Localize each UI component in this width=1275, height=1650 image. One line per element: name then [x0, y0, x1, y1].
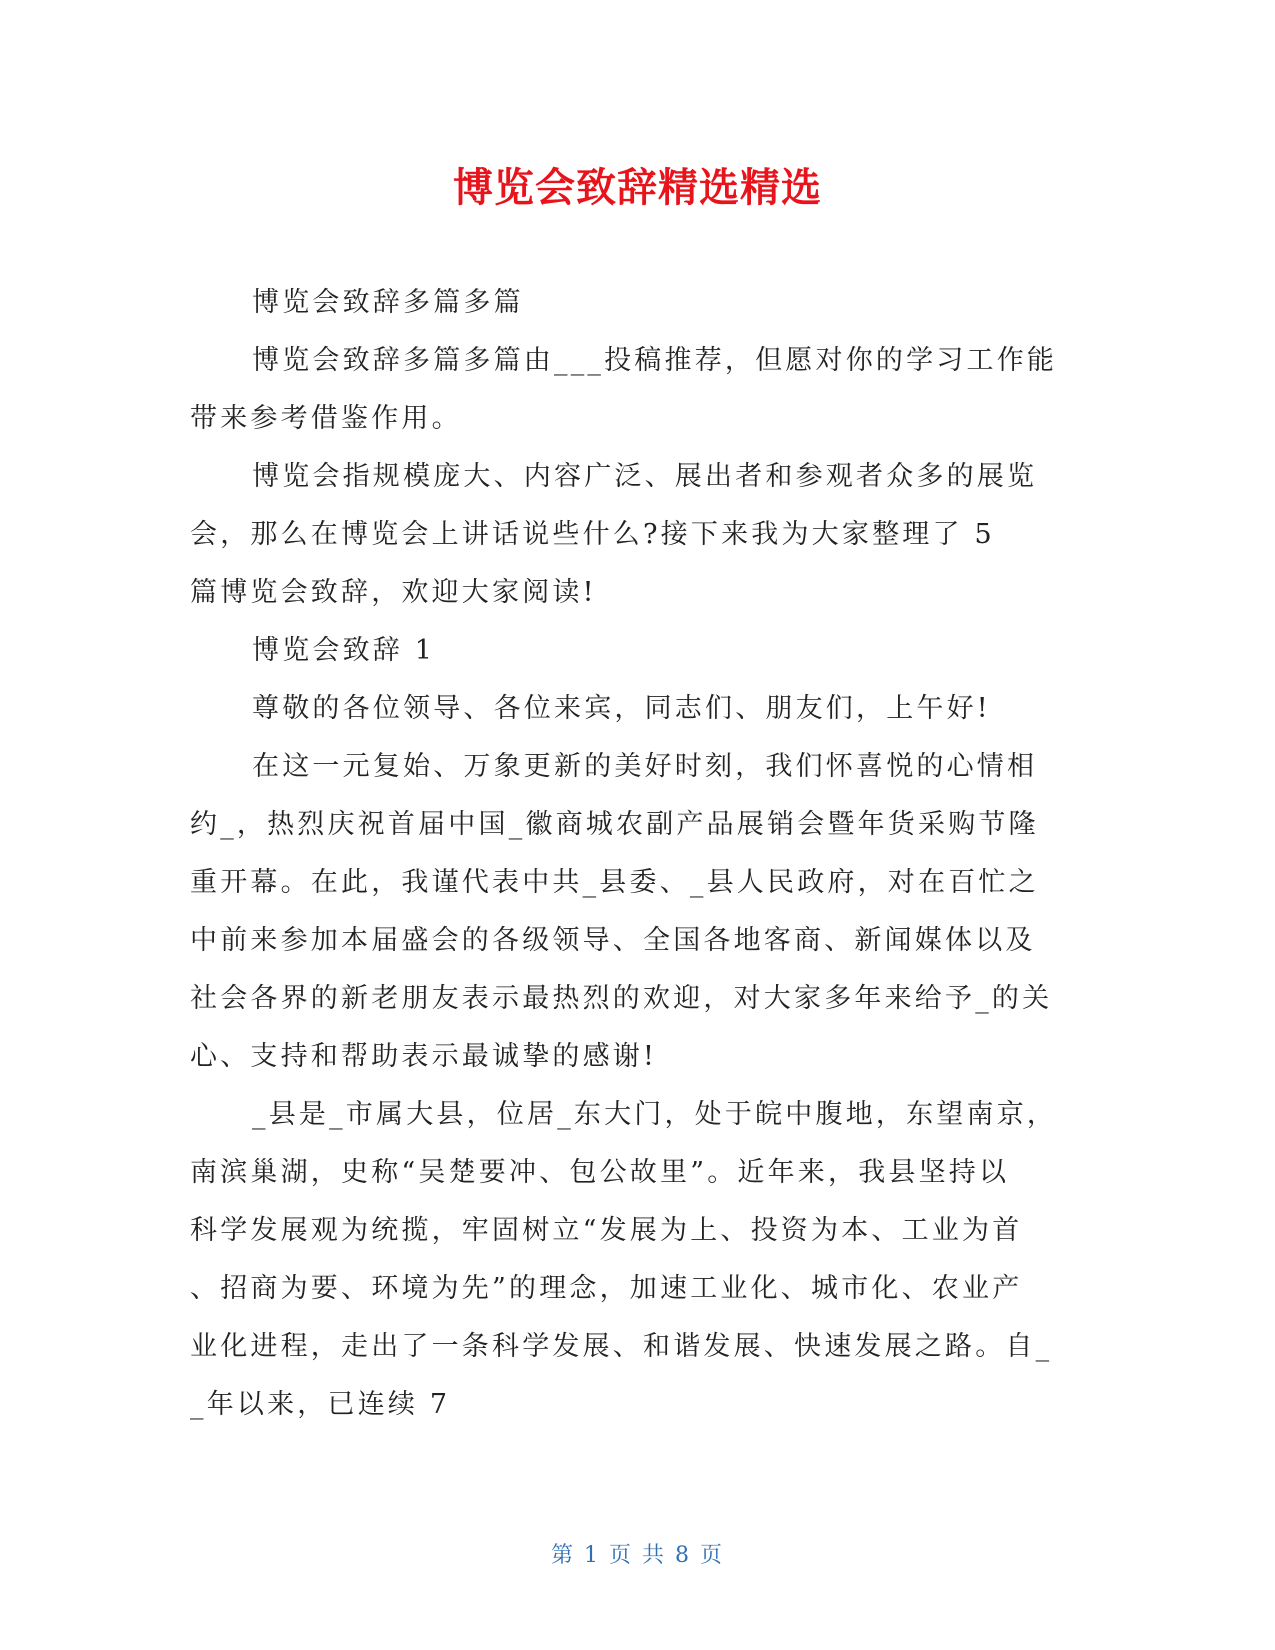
paragraph-line: 博览会致辞多篇多篇由___投稿推荐，但愿对你的学习工作能 — [252, 345, 1058, 376]
paragraph-line: 篇博览会致辞，欢迎大家阅读! — [190, 577, 597, 608]
paragraph-line: _年以来，已连续 7 — [190, 1389, 451, 1420]
paragraph-line: _县是_市属大县，位居_东大门，处于皖中腹地，东望南京， — [252, 1099, 1058, 1130]
paragraph-line: 社会各界的新老朋友表示最热烈的欢迎，对大家多年来给予_的关 — [190, 983, 1053, 1014]
paragraph-line: 心、支持和帮助表示最诚挚的感谢! — [190, 1041, 658, 1072]
document-title: 博览会致辞精选精选 — [453, 165, 822, 211]
paragraph-line: 约_，热烈庆祝首届中国_徽商城农副产品展销会暨年货采购节隆 — [190, 809, 1039, 840]
page-number: 第 1 页 共 8 页 — [551, 1543, 724, 1568]
paragraph-line: 带来参考借鉴作用。 — [190, 403, 462, 434]
paragraph-line: 南滨巢湖，史称“吴楚要冲、包公故里”。近年来，我县坚持以 — [190, 1157, 1010, 1188]
paragraph-line: 重开幕。在此，我谨代表中共_县委、_县人民政府，对在百忙之 — [190, 867, 1039, 898]
paragraph-line: 科学发展观为统揽，牢固树立“发展为上、投资为本、工业为首 — [190, 1215, 1023, 1246]
paragraph-line: 尊敬的各位领导、各位来宾，同志们、朋友们，上午好! — [252, 693, 991, 724]
paragraph-line: 会，那么在博览会上讲话说些什么?接下来我为大家整理了 5 — [190, 519, 995, 550]
paragraph-line: 中前来参加本届盛会的各级领导、全国各地客商、新闻媒体以及 — [190, 925, 1036, 956]
paragraph-line: 博览会致辞多篇多篇 — [252, 287, 524, 318]
paragraph-line: 业化进程，走出了一条科学发展、和谐发展、快速发展之路。自_ — [190, 1331, 1053, 1362]
paragraph-line: 、招商为要、环境为先”的理念，加速工业化、城市化、农业产 — [190, 1273, 1023, 1304]
paragraph-line: 博览会指规模庞大、内容广泛、展出者和参观者众多的展览 — [252, 461, 1038, 492]
paragraph-line: 博览会致辞 1 — [252, 635, 436, 666]
paragraph-line: 在这一元复始、万象更新的美好时刻，我们怀喜悦的心情相 — [252, 751, 1038, 782]
